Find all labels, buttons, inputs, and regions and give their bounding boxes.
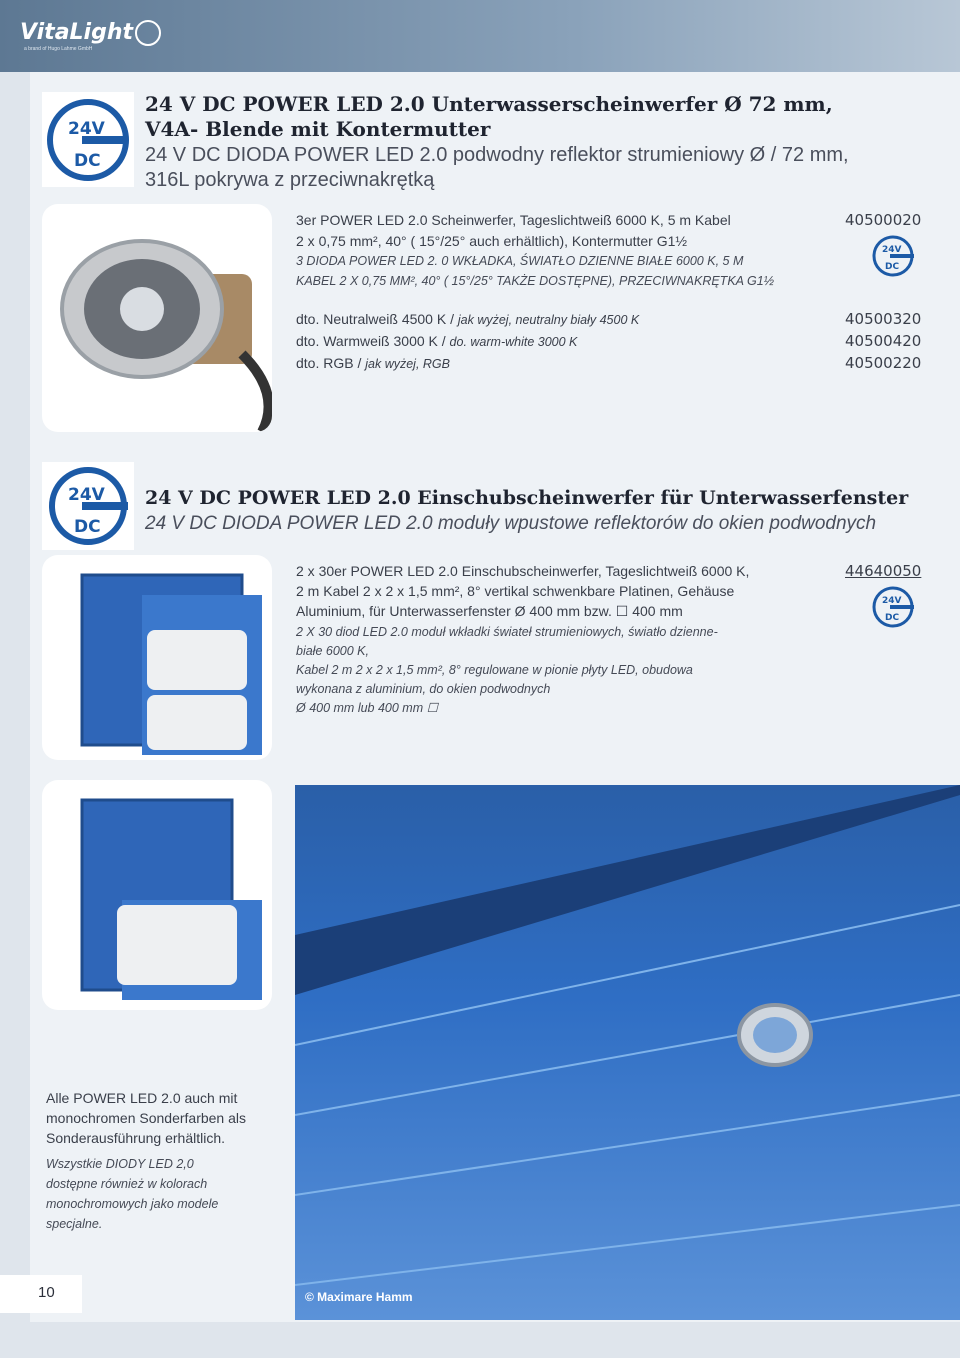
section2-title-pl: 24 V DC DIODA POWER LED 2.0 moduły wpustowe reflektorów do okien podwodnych xyxy=(145,513,877,534)
svg-text:DC: DC xyxy=(74,151,101,171)
24v-dc-icon xyxy=(42,92,134,187)
page-number-box xyxy=(0,1275,82,1313)
s1-main-pl-1: 3 DIODA POWER LED 2. 0 WKŁADKA, ŚWIATŁO DZIENNE BIAŁE 6000 K, 5 M xyxy=(296,254,744,268)
s2-item1-code: 44640050 xyxy=(845,562,922,580)
s1-variant-1: dto. Neutralweiß 4500 K / jak wyżej, neutralny biały 4500 K xyxy=(296,311,640,327)
underwater-light-image xyxy=(42,204,272,432)
s2-item1-de-1: 2 x 30er POWER LED 2.0 Einschubscheinwerfer, Tageslichtweiß 6000 K, xyxy=(296,563,750,579)
s2-item1-pl-5: Ø 400 mm lub 400 mm ☐ xyxy=(296,701,438,715)
special-colors-note xyxy=(46,1088,246,1234)
24v-dc-icon xyxy=(870,584,916,630)
s1-variant-3: dto. RGB / jak wyżej, RGB xyxy=(296,355,450,371)
s1-variant-1-code: 40500320 xyxy=(845,310,922,328)
section1-title-pl-1: 24 V DC DIODA POWER LED 2.0 podwodny reflektor strumieniowy Ø / 72 mm, xyxy=(145,144,849,166)
s2-item1-pl-2: białe 6000 K, xyxy=(296,644,369,658)
s2-item1-de-2: 2 m Kabel 2 x 2 x 1,5 mm², 8° vertikal schwenkbare Platinen, Gehäuse xyxy=(296,583,735,599)
page-number: 10 xyxy=(38,1284,55,1301)
s2-item1-pl-3: Kabel 2 m 2 x 2 x 1,5 mm², 8° regulowane w pionie płyty LED, obudowa xyxy=(296,663,693,677)
section1-title-de-2: V4A- Blende mit Kontermutter xyxy=(145,117,491,141)
24v-dc-badge xyxy=(42,92,134,187)
s1-main-de-1: 3er POWER LED 2.0 Scheinwerfer, Tageslichtweiß 6000 K, 5 m Kabel xyxy=(296,212,731,228)
s2-item1-de-3: Aluminium, für Unterwasserfenster Ø 400 mm bzw. ☐ 400 mm xyxy=(296,603,683,619)
page-header xyxy=(0,0,960,72)
svg-text:DC: DC xyxy=(74,517,101,537)
vitalight-logo: VitaLight xyxy=(20,20,161,46)
24v-dc-badge xyxy=(42,462,134,550)
note-de: Alle POWER LED 2.0 auch mit monochromen Sonderfarben als Sonderausführung erhältlich. xyxy=(46,1090,247,1146)
svg-text:DC: DC xyxy=(885,262,900,272)
s1-main-de-2: 2 x 0,75 mm², 40° ( 15°/25° auch erhältlich), Kontermutter G1½ xyxy=(296,233,688,249)
s1-main-pl-2: KABEL 2 X 0,75 MM², 40° ( 15°/25° TAKŻE DOSTĘPNE), PRZECIWNAKRĘTKA G1½ xyxy=(296,274,775,288)
svg-text:24V: 24V xyxy=(882,245,902,255)
s1-variant-2-code: 40500420 xyxy=(845,332,922,350)
24v-dc-icon xyxy=(42,462,134,550)
s2-item1-pl-1: 2 X 30 diod LED 2.0 moduł wkładki świateł strumieniowych, światło dzienne- xyxy=(296,625,718,639)
svg-text:24V: 24V xyxy=(68,119,105,139)
note-pl: Wszystkie DIODY LED 2,0 dostępne również w kolorach monochromowych jako modele specjalne. xyxy=(46,1157,219,1231)
single-module-image xyxy=(42,780,272,1010)
svg-text:24V: 24V xyxy=(882,596,902,606)
s1-main-code: 40500020 xyxy=(845,211,922,229)
section1-title-de-1: 24 V DC POWER LED 2.0 Unterwasserscheinwerfer Ø 72 mm, xyxy=(145,92,833,116)
pool-photo-graphic xyxy=(295,785,960,1320)
double-module-image xyxy=(42,555,272,760)
logo-tagline: a brand of Hugo Lahme GmbH xyxy=(24,46,93,52)
section1-title-pl-2: 316L pokrywa z przeciwnakrętką xyxy=(145,169,435,191)
photo-credit: © Maximare Hamm xyxy=(305,1290,413,1304)
s1-variant-2: dto. Warmweiß 3000 K / do. warm-white 3000 K xyxy=(296,333,578,349)
s1-variant-3-code: 40500220 xyxy=(845,354,922,372)
pool-photo xyxy=(295,785,960,1320)
s2-item1-pl-4: wykonana z aluminium, do okien podwodnych xyxy=(296,682,551,696)
svg-text:24V: 24V xyxy=(68,485,105,505)
section2-title-de: 24 V DC POWER LED 2.0 Einschubscheinwerfer für Unterwasserfenster xyxy=(145,487,909,509)
svg-text:DC: DC xyxy=(885,613,900,623)
24v-dc-icon xyxy=(870,233,916,279)
